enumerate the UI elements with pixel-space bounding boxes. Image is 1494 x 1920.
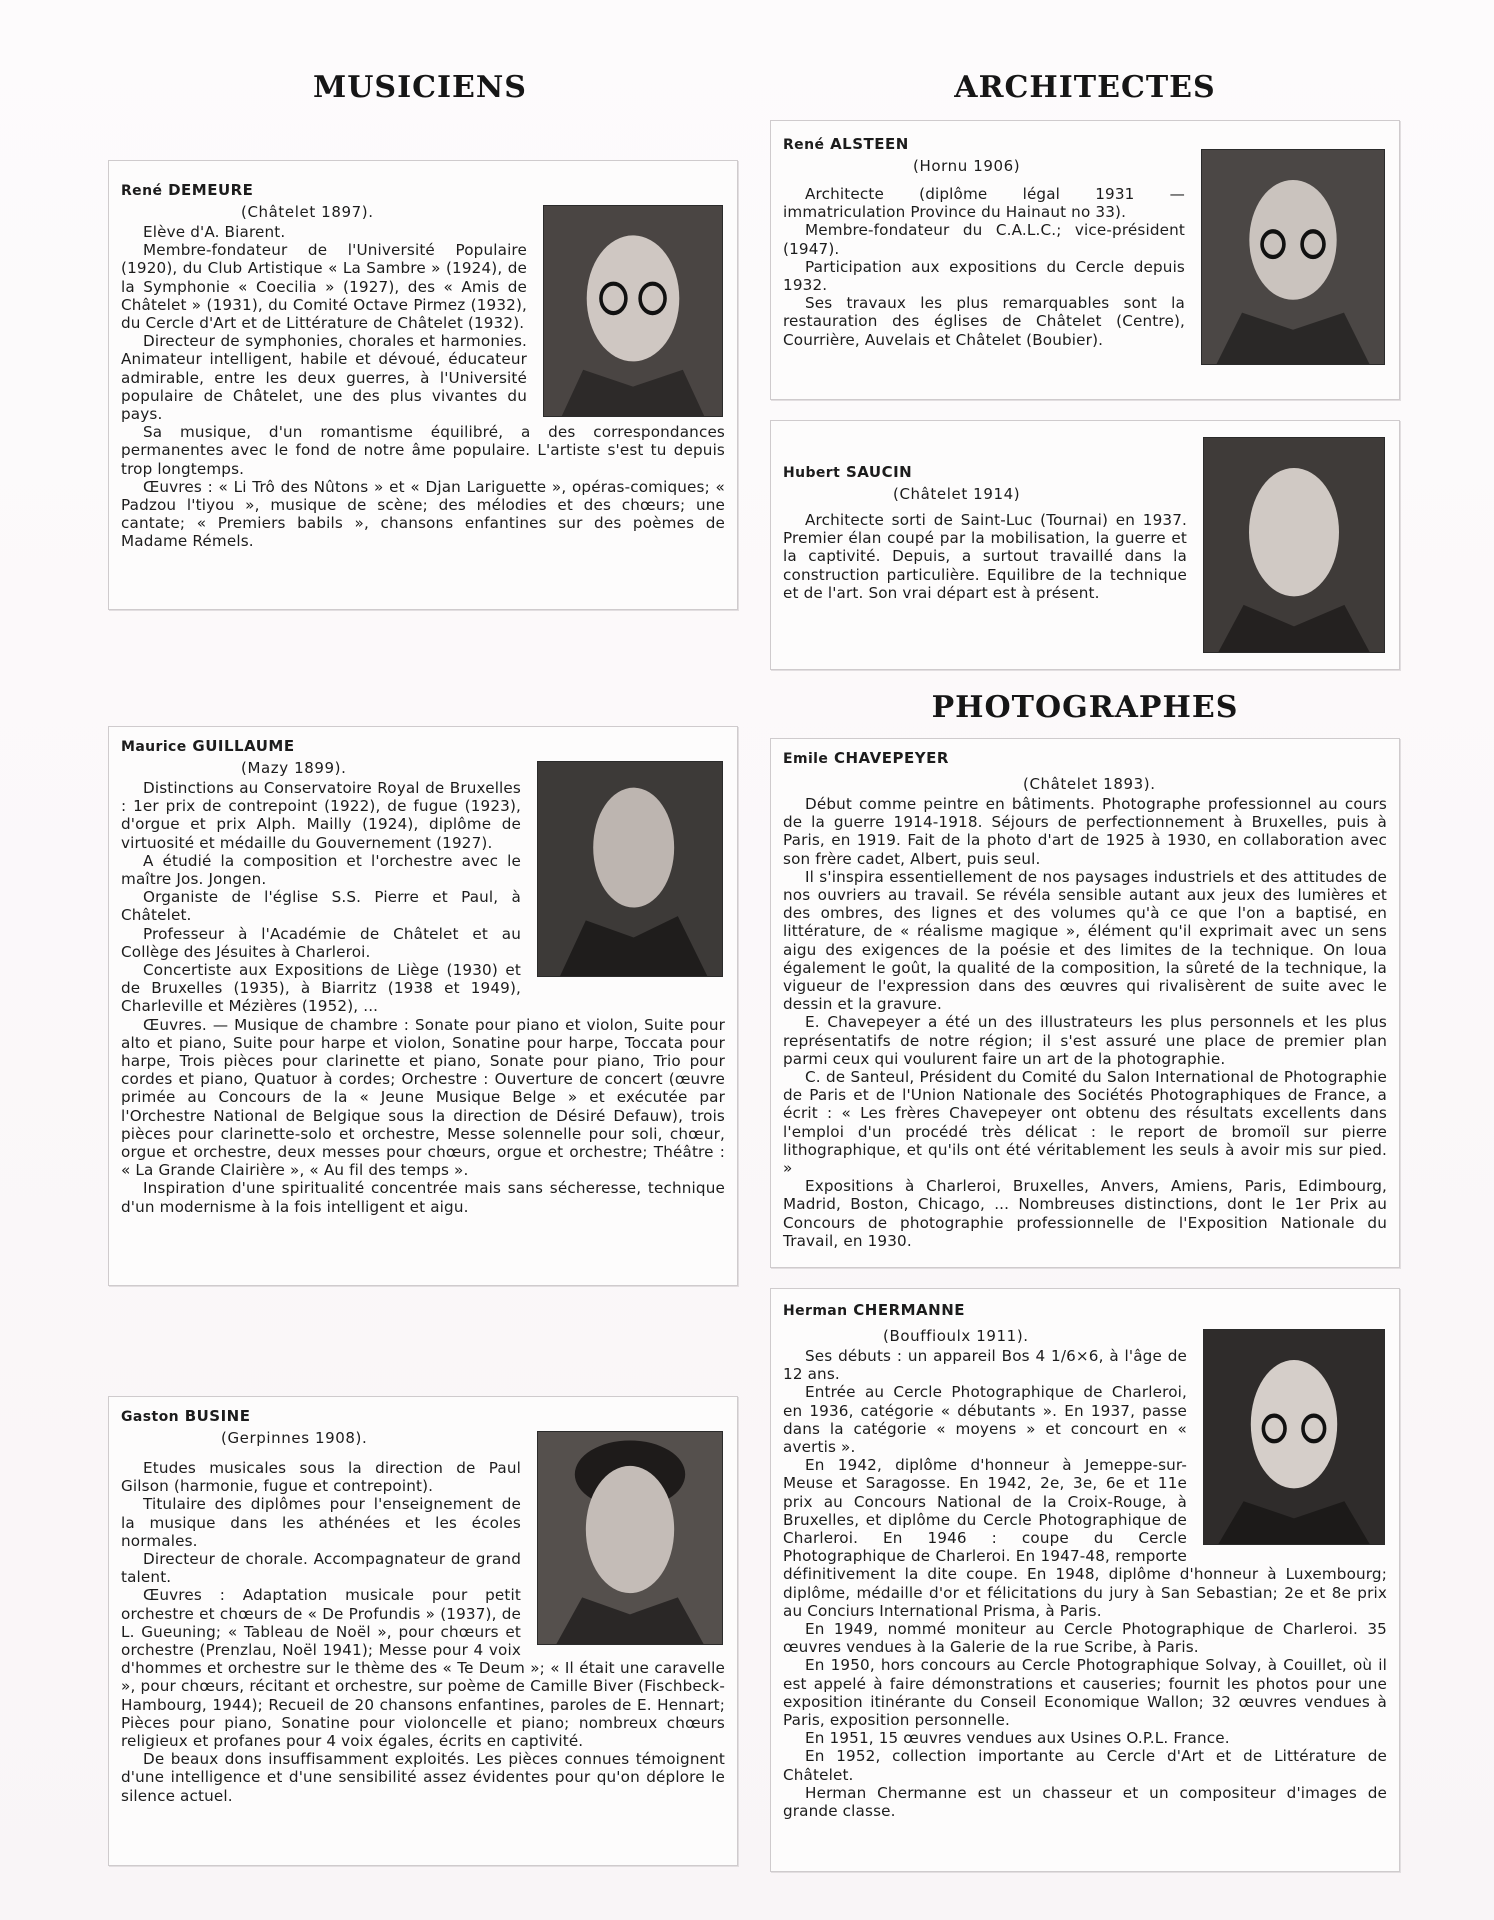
profile-card-guillaume — [108, 726, 738, 1286]
profile-card-saucin — [770, 420, 1400, 670]
bio-paragraph: Professeur à l'Académie de Châtelet et au Collège des Jésuites à Charleroi. — [121, 924, 521, 961]
bio-paragraph: Elève d'A. Biarent. — [143, 223, 286, 241]
bio-paragraph: Expositions à Charleroi, Bruxelles, Anvers, Amiens, Paris, Edimbourg, Madrid, Boston, Chicago, ... Nombreuses distinctions, dont le 1er Prix au Concours de photographie professionnelle de l'Exposition Nationale du Travail, en 1930. — [783, 1177, 1387, 1250]
bio-paragraph: Distinctions au Conservatoire Royal de Bruxelles : 1er prix de contrepoint (1922), de fugue (1923), d'orgue et prix Alph. Mailly (1924), diplôme de virtuosité et médaille du Gouvernement (1927). — [121, 779, 521, 852]
birth-info: (Mazy 1899). — [241, 759, 347, 777]
portrait-photo-alsteen — [1201, 149, 1385, 365]
person-name: Maurice GUILLAUME — [121, 737, 295, 755]
bio-paragraph: De beaux dons insuffisamment exploités. Les pièces connues témoignent d'une intelligence et d'une sensibilité assez évidentes pour qu'on déplore le silence actuel. — [121, 1750, 725, 1805]
birth-info: (Châtelet 1914) — [893, 485, 1021, 503]
person-name: René ALSTEEN — [783, 135, 909, 153]
bio-paragraph: Directeur de symphonies, chorales et harmonies. Animateur intelligent, habile et dévoué, éducateur admirable, entre les deux guerres, à l'Université populaire de Châtelet, une des plus vivantes du pays. — [121, 332, 527, 424]
birth-info: (Châtelet 1893). — [1023, 775, 1156, 793]
section-title-photographes: PHOTOGRAPHES — [931, 690, 1239, 725]
bio-paragraph: Sa musique, d'un romantisme équilibré, a des correspondances permanentes avec le fond de notre âme populaire. L'artiste s'est tu depuis trop longtemps. — [121, 423, 725, 478]
bio-paragraph: Participation aux expositions du Cercle depuis 1932. — [783, 257, 1185, 295]
bio-paragraph: Entrée au Cercle Photographique de Charleroi, en 1936, catégorie « débutants ». En 1937, passe dans la catégorie « moyens » et concourt en « avertis ». — [783, 1383, 1187, 1457]
bio-paragraph: Titulaire des diplômes pour l'enseignement de la musique dans les athénées et les écoles normales. — [121, 1495, 521, 1550]
bio-paragraph: Herman Chermanne est un chasseur et un compositeur d'images de grande classe. — [783, 1783, 1387, 1821]
bio-paragraph: Il s'inspira essentiellement de nos paysages industriels et des attitudes de nos ouvriers au travail. Se révéla sensible autant aux jeux des lumières et des ombres, des lignes et des volumes qu'à ce que l'on a baptisé, en littérature, de « réalisme magique », élément qu'il exprimait avec un sens aigu des exigences de la poésie et des limites de la technique. On loua également le goût, la qualité de la composition, la sûreté de la technique, la vigueur de l'expression dans des œuvres qui rivalisèrent de suite avec le dessin et la gravure. — [783, 867, 1387, 1014]
portrait-photo-guillaume — [537, 761, 723, 977]
bio-paragraph: Etudes musicales sous la direction de Paul Gilson (harmonie, fugue et contrepoint). — [121, 1459, 521, 1496]
section-title-architectes: ARCHITECTES — [954, 70, 1216, 105]
portrait-photo-busine — [537, 1431, 723, 1645]
section-title-musiciens: MUSICIENS — [313, 70, 527, 105]
portrait-photo-saucin — [1203, 437, 1385, 653]
bio-paragraph: A étudié la composition et l'orchestre avec le maître Jos. Jongen. — [121, 851, 521, 889]
person-name: René DEMEURE — [121, 181, 254, 199]
bio-paragraph: En 1951, 15 œuvres vendues aux Usines O.P.L. France. — [805, 1729, 1230, 1748]
bio-paragraph: En 1950, hors concours au Cercle Photographique Solvay, à Couillet, où il est appelé à faire démonstrations et causeries; fournit les photos pour une exposition itinérante du Conseil Economique Wallon; 32 œuvres vendues à Paris, exposition personnelle. — [783, 1656, 1387, 1730]
bio-paragraph: C. de Santeul, Président du Comité du Salon International de Photographie de Paris et de l'Union Nationale des Sociétés Photographiques de France, a écrit : « Les frères Chavepeyer ont obtenu des résultats excellents dans l'emploi d'un procédé très délicat : le report de bromoïl sur pierre lithographique, et qu'ils ont été véritablement les seuls à avoir mis sur pied. » — [783, 1068, 1387, 1178]
bio-paragraph: Concertiste aux Expositions de Liège (1930) et de Bruxelles (1935), à Biarritz (1938 et 1949), Charleville et Mézières (1952), ... — [121, 961, 521, 1016]
bio-paragraph: Organiste de l'église S.S. Pierre et Paul, à Châtelet. — [121, 888, 521, 925]
portrait-photo-demeure — [543, 205, 723, 417]
bio-paragraph: Début comme peintre en bâtiments. Photographe professionnel au cours de la guerre 1914-1918. Séjours de perfectionnement à Bruxelles, puis à Paris, en 1919. Fait de la photo d'art de 1925 à 1930, en collaboration avec son frère cadet, Albert, puis seul. — [783, 795, 1387, 868]
bio-paragraph: Architecte (diplôme légal 1931 — immatriculation Province du Hainaut no 33). — [783, 185, 1185, 222]
bio-paragraph: Ses débuts : un appareil Bos 4 1/6×6, à l'âge de 12 ans. — [783, 1347, 1187, 1384]
bio-paragraph: Architecte sorti de Saint-Luc (Tournai) en 1937. Premier élan coupé par la mobilisation, la guerre et la captivité. Depuis, a surtout travaillé dans la construction particulière. Equilibre de la technique et de l'art. Son vrai départ est à présent. — [783, 511, 1187, 602]
bio-paragraph: Œuvres : Adaptation musicale pour petit orchestre et chœurs de « De Profundis » (1937), de L. Gueuning; « Tableau de Noël », pour chœurs et orchestre (Prenzlau, Noël 1941); Messe pour 4 voix d'hommes et orchestre sur le thème des « Te Deum »; « Il était une caravelle », pour chœurs, récitant et orchestre, sur poème de Camille Biver (Fischbeck-Hambourg, 1944); Recueil de 20 chansons enfantines, paroles de E. Hennart; Pièces pour piano, Sonatine pour violoncelle et piano; nombreux chœurs religieux et profanes pour 4 voix égales, écrits en captivité. — [121, 1586, 725, 1751]
bio-paragraph: En 1942, diplôme d'honneur à Jemeppe-sur-Meuse et Saragosse. En 1942, 2e, 3e, 6e et 11e prix au Concours National de la Croix-Rouge, à Bruxelles, et diplôme du Cercle Photographique de Charleroi. En 1946 : coupe du Cercle Photographique de Charleroi. En 1947-48, remporte définitivement la dite coupe. En 1948, diplôme d'honneur à Luxembourg; diplôme, médaille d'or et félicitations du jury à San Sebastian; 2e et 8e prix au Conciurs International Prisma, à Paris. — [783, 1456, 1387, 1620]
person-name: Hubert SAUCIN — [783, 463, 913, 481]
bio-paragraph: Ses travaux les plus remarquables sont la restauration des églises de Châtelet (Centre), Courrière, Auvelais et Châtelet (Boubier). — [783, 294, 1185, 349]
bio-paragraph: Œuvres : « Li Trô des Nûtons » et « Djan Lariguette », opéras-comiques; « Padzou l'tiyou », musique de scène; des mélodies et des chœurs; une cantate; « Premiers babils », chansons enfantines sur des poèmes de Madame Rémels. — [121, 477, 725, 551]
birth-info: (Gerpinnes 1908). — [221, 1429, 368, 1447]
person-name: Emile CHAVEPEYER — [783, 749, 949, 767]
profile-card-alsteen — [770, 120, 1400, 400]
bio-paragraph: E. Chavepeyer a été un des illustrateurs les plus personnels et les plus représentatifs de notre région; il s'est assuré une place de premier plan parmi ceux qui voulurent faire un art de la photographie. — [783, 1013, 1387, 1068]
birth-info: (Hornu 1906) — [913, 157, 1021, 175]
person-name: Gaston BUSINE — [121, 1407, 251, 1425]
bio-paragraph: Inspiration d'une spiritualité concentrée mais sans sécheresse, technique d'un modernisme à la fois intelligent et aigu. — [121, 1179, 725, 1216]
profile-card-busine — [108, 1396, 738, 1866]
portrait-photo-chermanne — [1203, 1329, 1385, 1545]
bio-paragraph: En 1952, collection importante au Cercle d'Art et de Littérature de Châtelet. — [783, 1747, 1387, 1784]
person-name: Herman CHERMANNE — [783, 1301, 966, 1319]
profile-card-demeure — [108, 160, 738, 610]
birth-info: (Bouffioulx 1911). — [883, 1327, 1029, 1345]
bio-paragraph: En 1949, nommé moniteur au Cercle Photographique de Charleroi. 35 œuvres vendues à la Galerie de la rue Scribe, à Paris. — [783, 1620, 1387, 1657]
profile-card-chavepeyer — [770, 738, 1400, 1268]
bio-paragraph: Membre-fondateur du C.A.L.C.; vice-président (1947). — [783, 221, 1185, 258]
birth-info: (Châtelet 1897). — [241, 203, 374, 221]
bio-paragraph: Directeur de chorale. Accompagnateur de grand talent. — [121, 1550, 521, 1587]
bio-paragraph: Membre-fondateur de l'Université Populaire (1920), du Club Artistique « La Sambre » (1924), de la Symphonie « Coecilia » (1927), des « Amis de Châtelet » (1931), du Comité Octave Pirmez (1932), du Cercle d'Art et de Littérature de Châtelet (1932). — [121, 241, 527, 333]
bio-paragraph: Œuvres. — Musique de chambre : Sonate pour piano et violon, Suite pour alto et piano, Suite pour harpe et violon, Sonatine pour harpe, Toccata pour harpe, Trois pièces pour clarinette et piano, Sonate pour piano, Trio pour cordes et piano, Quatuor à cordes; Orchestre : Ouverture de concert (œuvre primée au Concours de la « Jeune Musique Belge » et exécutée par l'Orchestre National de Belgique sous la direction de Désiré Defauw), trois pièces pour clarinette-solo et orchestre, Messe solennelle pour soli, chœur, orgue et orchestre, deux messes pour chœurs, orgue et orchestre; Théâtre : « La Grande Clairière », « Au fil des temps ». — [121, 1015, 725, 1180]
profile-card-chermanne — [770, 1288, 1400, 1872]
